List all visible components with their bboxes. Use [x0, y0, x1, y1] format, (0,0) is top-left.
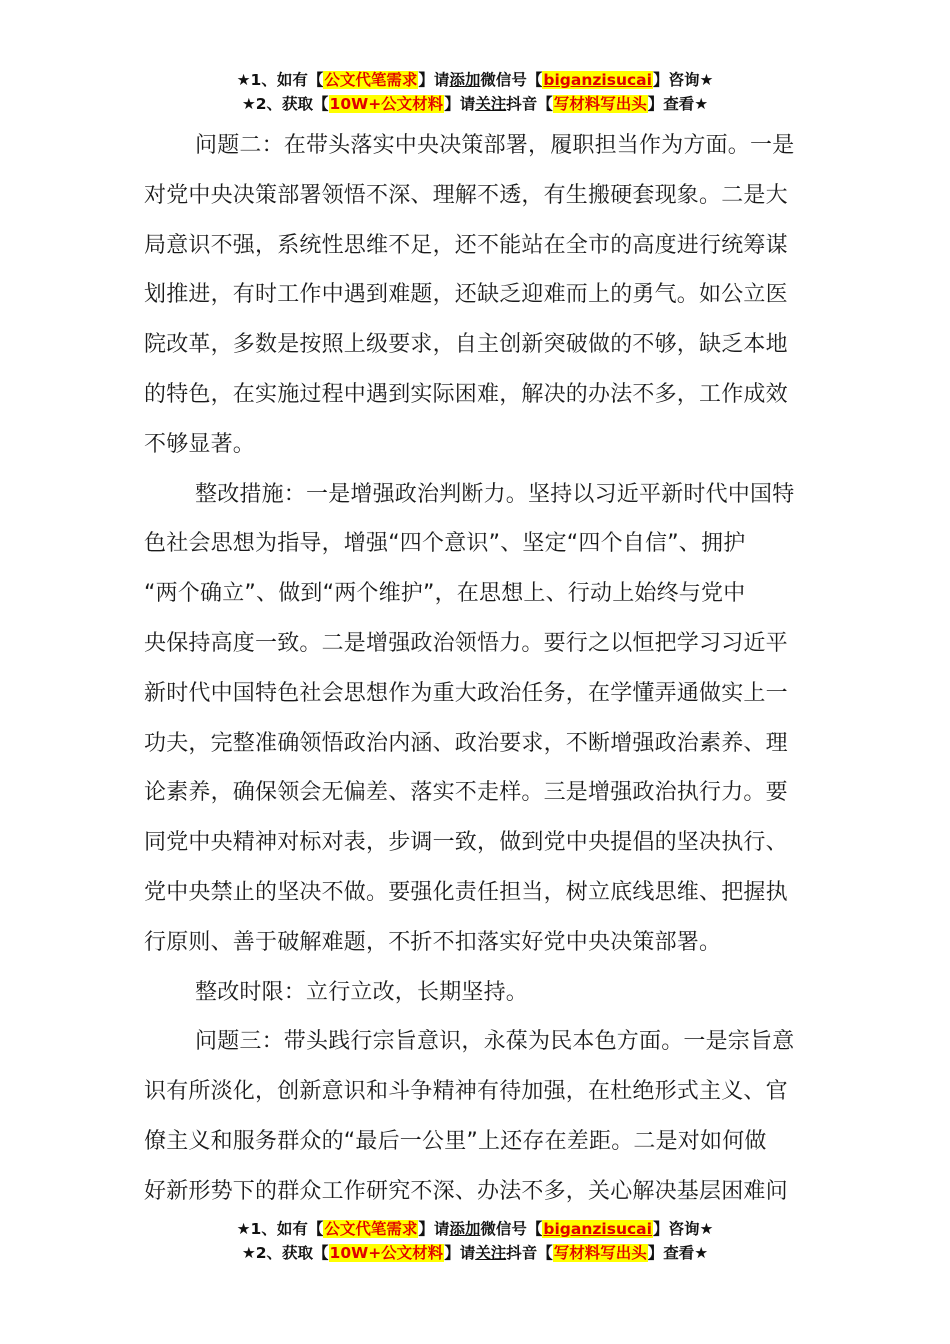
banner-emphasis: 关注	[475, 1244, 507, 1262]
banner-text: 微信号【	[480, 1220, 543, 1238]
document-body	[144, 121, 804, 1217]
banner-text: 】查看★	[647, 95, 709, 113]
banner-text: 抖音【	[506, 1244, 553, 1262]
text-line: 整改时限：立行立改，长期坚持。	[195, 979, 529, 1005]
text-line: 功夫，完整准确领悟政治内涵、政治要求，不断增强政治素养、理	[144, 730, 788, 756]
banner-emphasis: 添加	[449, 1220, 481, 1238]
text-line: 论素养，确保领会无偏差、落实不走样。三是增强政治执行力。要	[144, 780, 788, 806]
text-line: 院改革，多数是按照上级要求，自主创新突破做的不够，缺乏本地	[144, 332, 788, 358]
text-line: 好新形势下的群众工作研究不深、办法不多，关心解决基层困难问	[144, 1178, 788, 1204]
paragraph	[144, 1017, 804, 1216]
text-line: 色社会思想为指导，增强“四个意识”、坚定“四个自信”、拥护	[144, 531, 746, 557]
text-line: 识有所淡化，创新意识和斗争精神有待加强，在杜绝形式主义、官	[144, 1079, 788, 1105]
banner-emphasis: 添加	[449, 71, 481, 89]
banner-emphasis: 关注	[475, 95, 507, 113]
banner-text: ★2、获取【	[241, 95, 329, 113]
text-line: 问题二：在带头落实中央决策部署，履职担当作为方面。一是	[195, 133, 795, 158]
paragraph	[144, 470, 804, 968]
banner-text: 】咨询★	[652, 71, 714, 89]
highlight-wechat-id: biganzisucai	[543, 71, 652, 89]
text-line: 整改措施：一是增强政治判断力。坚持以习近平新时代中国特	[195, 481, 795, 507]
text-line: 不够显著。	[144, 431, 256, 457]
banner-text: ★2、获取【	[241, 1244, 329, 1262]
highlight-materials: 10W+公文材料	[329, 1244, 444, 1262]
banner-text: 】请	[418, 71, 450, 89]
text-line: 同党中央精神对标对表，步调一致，做到党中央提倡的坚决执行、	[144, 830, 788, 856]
paragraph	[144, 121, 804, 470]
banner-text: 】请	[418, 1220, 450, 1238]
highlight-service: 公文代笔需求	[324, 71, 418, 89]
banner-text: 微信号【	[480, 71, 543, 89]
highlight-service: 公文代笔需求	[324, 1220, 418, 1238]
banner-text: 】查看★	[647, 1244, 709, 1262]
banner-text: 】咨询★	[652, 1220, 714, 1238]
banner-text: 抖音【	[506, 95, 553, 113]
banner-text: ★1、如有【	[236, 71, 324, 89]
text-line: 划推进，有时工作中遇到难题，还缺乏迎难而上的勇气。如公立医	[144, 282, 788, 308]
text-line: 局意识不强，系统性思维不足，还不能站在全市的高度进行统筹谋	[144, 232, 788, 258]
highlight-douyin: 写材料写出头	[553, 95, 647, 113]
footer-banner	[0, 1217, 950, 1265]
text-line: 的特色，在实施过程中遇到实际困难，解决的办法不多，工作成效	[144, 381, 788, 407]
highlight-douyin: 写材料写出头	[553, 1244, 647, 1262]
banner-line-2	[0, 1241, 950, 1265]
text-line: 问题三：带头践行宗旨意识，永葆为民本色方面。一是宗旨意	[195, 1029, 795, 1055]
banner-line-1	[0, 68, 950, 92]
text-line: “两个确立”、做到“两个维护”，在思想上、行动上始终与党中	[144, 581, 746, 607]
banner-line-2	[0, 92, 950, 116]
banner-text: 】请	[444, 1244, 476, 1262]
text-line: 行原则、善于破解难题，不折不扣落实好党中央决策部署。	[144, 929, 722, 955]
header-banner	[0, 68, 950, 116]
text-line: 央保持高度一致。二是增强政治领悟力。要行之以恒把学习习近平	[144, 630, 788, 656]
text-line: 党中央禁止的坚决不做。要强化责任担当，树立底线思维、把握执	[144, 879, 788, 905]
highlight-materials: 10W+公文材料	[329, 95, 444, 113]
banner-line-1	[0, 1217, 950, 1241]
banner-text: ★1、如有【	[236, 1220, 324, 1238]
banner-text: 】请	[444, 95, 476, 113]
text-line: 僚主义和服务群众的“最后一公里”上还存在差距。二是对如何做	[144, 1128, 767, 1154]
highlight-wechat-id: biganzisucai	[543, 1220, 652, 1238]
text-line: 新时代中国特色社会思想作为重大政治任务，在学懂弄通做实上一	[144, 680, 788, 706]
text-line: 对党中央决策部署领悟不深、理解不透，有生搬硬套现象。二是大	[144, 182, 788, 208]
paragraph	[144, 968, 804, 1018]
